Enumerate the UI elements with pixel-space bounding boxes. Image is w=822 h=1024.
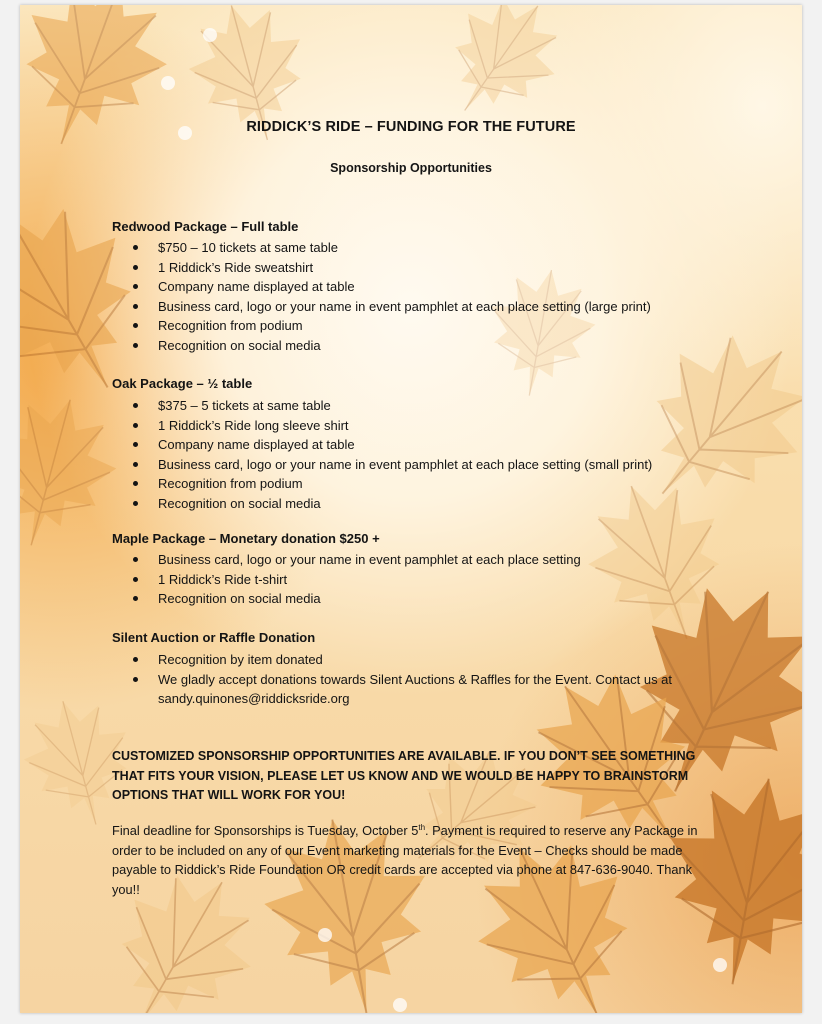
silent-auction-list xyxy=(130,650,720,709)
oak-package-list xyxy=(130,396,730,514)
list-item: Business card, logo or your name in event pamphlet at each place setting (small print) xyxy=(130,455,730,475)
list-item: 1 Riddick’s Ride long sleeve shirt xyxy=(130,416,730,436)
list-item: Recognition by item donated xyxy=(130,650,720,670)
redwood-package-list xyxy=(130,238,730,356)
list-item: We gladly accept donations towards Silent Auctions & Raffles for the Event. Contact us at sandy.quinones@riddicksride.org xyxy=(130,670,720,709)
flyer-page xyxy=(20,5,802,1013)
list-item: Recognition from podium xyxy=(130,316,730,336)
flyer-title: RIDDICK’S RIDE – FUNDING FOR THE FUTURE xyxy=(246,119,576,135)
deadline-text-start: Final deadline for Sponsorships is Tuesday, October 5 xyxy=(112,823,419,838)
list-item: Company name displayed at table xyxy=(130,277,730,297)
list-item: Recognition from podium xyxy=(130,474,730,494)
flyer-subtitle: Sponsorship Opportunities xyxy=(330,161,492,175)
oak-package-title: Oak Package – ½ table xyxy=(112,376,253,391)
list-item: 1 Riddick’s Ride t-shirt xyxy=(130,570,730,590)
list-item: Recognition on social media xyxy=(130,336,730,356)
list-item: Company name displayed at table xyxy=(130,435,730,455)
list-item: Business card, logo or your name in event pamphlet at each place setting (large print) xyxy=(130,297,730,317)
deadline-paragraph xyxy=(112,821,722,899)
list-item: $375 – 5 tickets at same table xyxy=(130,396,730,416)
maple-package-list xyxy=(130,550,730,609)
list-item: Recognition on social media xyxy=(130,589,730,609)
maple-package-title: Maple Package – Monetary donation $250 + xyxy=(112,531,380,546)
list-item: 1 Riddick’s Ride sweatshirt xyxy=(130,258,730,278)
redwood-package-title: Redwood Package – Full table xyxy=(112,219,299,234)
list-item: Business card, logo or your name in event pamphlet at each place setting xyxy=(130,550,730,570)
customized-sponsorship-notice: CUSTOMIZED SPONSORSHIP OPPORTUNITIES ARE AVAILABLE. IF YOU DON’T SEE SOMETHING THAT FITS YOUR VISION, PLEASE LET US KNOW AND WE WOULD BE HAPPY TO BRAINSTORM OPTIONS THAT WILL WORK FOR YOU! xyxy=(112,749,696,802)
list-item: Recognition on social media xyxy=(130,494,730,514)
list-item: $750 – 10 tickets at same table xyxy=(130,238,730,258)
silent-auction-title: Silent Auction or Raffle Donation xyxy=(112,630,316,645)
deadline-date-suffix: th xyxy=(418,823,426,832)
deadline-text-end: . Payment is required to reserve any Package in order to be included on any of our Event marketing materials for the Event – Checks should be made payable to Riddick’s Ride Foundation OR credit cards are accepted via phone at 847-636-9040. Thank you!! xyxy=(112,823,698,897)
